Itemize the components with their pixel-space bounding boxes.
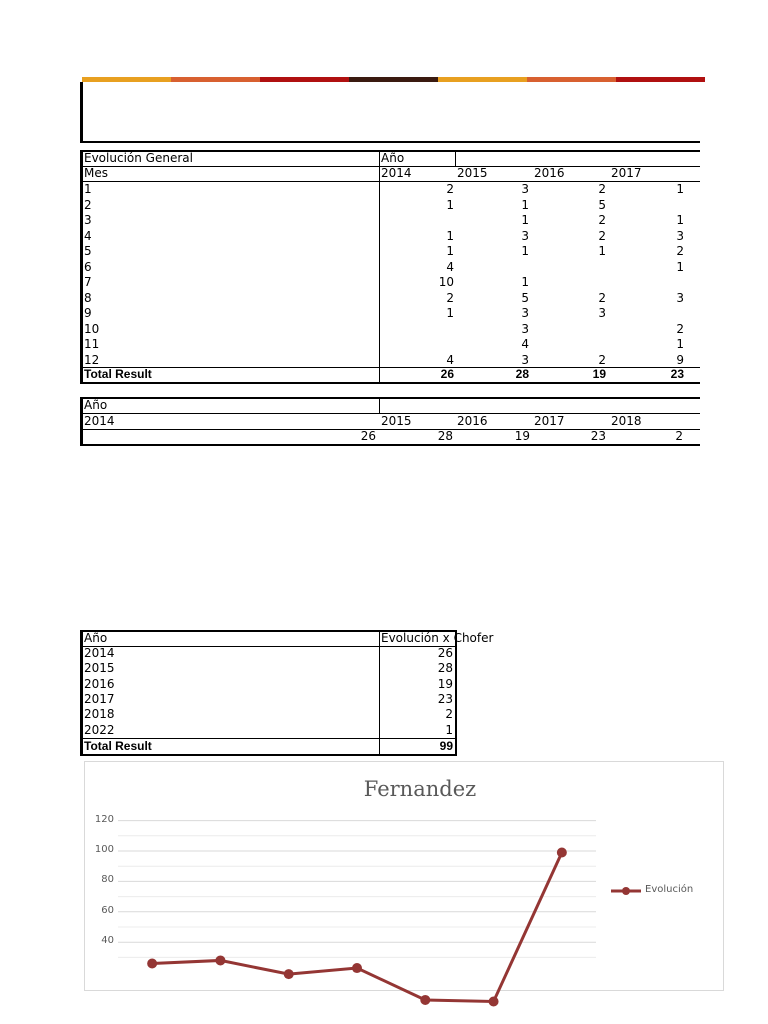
year-header: 2015 bbox=[457, 166, 488, 180]
data-point bbox=[215, 955, 225, 965]
data-point bbox=[489, 996, 499, 1006]
data-point bbox=[420, 995, 430, 1005]
month-value: 4 bbox=[446, 352, 454, 367]
month-label: 3 bbox=[84, 213, 92, 227]
col-header-ano: Año bbox=[84, 398, 108, 412]
year-header: 2016 bbox=[534, 166, 565, 180]
month-label: 5 bbox=[84, 244, 92, 258]
year-value: 1 bbox=[445, 722, 453, 737]
total-value: 26 bbox=[440, 367, 454, 381]
y-tick-label: 100 bbox=[94, 844, 114, 855]
year-total: 23 bbox=[590, 429, 606, 443]
total-value: 19 bbox=[592, 367, 606, 381]
year-label: 2017 bbox=[84, 691, 115, 706]
chart-title: Fernandez bbox=[363, 777, 477, 801]
month-value: 10 bbox=[438, 275, 454, 289]
month-value: 1 bbox=[676, 259, 684, 274]
total-value: 23 bbox=[670, 367, 684, 381]
year-total: 26 bbox=[360, 429, 376, 443]
month-value: 2 bbox=[598, 228, 606, 243]
year-header: 2016 bbox=[457, 414, 488, 428]
year-total: 28 bbox=[437, 429, 453, 443]
y-tick-label: 120 bbox=[94, 813, 114, 825]
month-value: 3 bbox=[521, 352, 529, 367]
month-label: 10 bbox=[84, 321, 100, 336]
year-value: 2 bbox=[445, 707, 453, 722]
month-value: 1 bbox=[676, 213, 684, 227]
year-header: 2014 bbox=[381, 166, 412, 180]
month-label: 2 bbox=[84, 197, 92, 212]
month-value: 1 bbox=[446, 306, 454, 320]
month-value: 1 bbox=[521, 244, 529, 258]
month-label: 6 bbox=[84, 259, 92, 274]
month-value: 2 bbox=[446, 182, 454, 196]
month-value: 1 bbox=[446, 197, 454, 212]
month-value: 4 bbox=[446, 259, 454, 274]
month-value: 2 bbox=[598, 352, 606, 367]
month-label: 9 bbox=[84, 306, 92, 320]
y-tick-label: 60 bbox=[101, 904, 114, 916]
row-header-mes: Mes bbox=[84, 166, 108, 180]
month-value: 1 bbox=[521, 213, 529, 227]
year-value: 19 bbox=[437, 676, 453, 691]
total-result-label: Total Result bbox=[84, 367, 152, 381]
data-point bbox=[147, 958, 157, 968]
month-value: 2 bbox=[676, 244, 684, 258]
data-point bbox=[352, 963, 362, 973]
year-header: 2017 bbox=[611, 166, 642, 180]
month-label: 8 bbox=[84, 290, 92, 305]
month-value: 2 bbox=[598, 182, 606, 196]
year-total: 19 bbox=[514, 429, 530, 443]
month-value: 3 bbox=[598, 306, 606, 320]
month-value: 3 bbox=[521, 321, 529, 336]
data-point bbox=[557, 848, 567, 858]
year-value: 23 bbox=[437, 691, 453, 706]
year-value: 28 bbox=[437, 661, 453, 676]
month-label: 1 bbox=[84, 182, 92, 196]
month-value: 3 bbox=[676, 228, 684, 243]
month-value: 3 bbox=[521, 228, 529, 243]
y-tick-label: 40 bbox=[101, 935, 114, 947]
year-header: 2015 bbox=[381, 414, 412, 428]
month-value: 3 bbox=[521, 182, 529, 196]
pivot-title: Evolución General bbox=[84, 151, 193, 165]
month-value: 3 bbox=[521, 306, 529, 320]
year-label: 2018 bbox=[84, 707, 115, 722]
month-value: 5 bbox=[598, 197, 606, 212]
col-header-ano: Año bbox=[84, 631, 108, 645]
month-label: 11 bbox=[84, 337, 100, 351]
month-value: 1 bbox=[446, 244, 454, 258]
month-value: 4 bbox=[521, 337, 529, 351]
month-value: 2 bbox=[676, 321, 684, 336]
y-tick-label: 80 bbox=[101, 874, 114, 886]
total-result-value: 99 bbox=[439, 739, 453, 753]
month-label: 7 bbox=[84, 275, 92, 289]
year-header: 2018 bbox=[611, 414, 642, 428]
month-value: 1 bbox=[676, 182, 684, 196]
year-header: 2017 bbox=[534, 414, 565, 428]
legend-label: Evolución bbox=[645, 884, 694, 895]
col-header-evolucion: Evolución x Chofer bbox=[381, 631, 494, 645]
month-value: 5 bbox=[521, 290, 529, 305]
legend-marker bbox=[622, 887, 630, 895]
month-label: 4 bbox=[84, 228, 92, 243]
col-header-ano: Año bbox=[381, 151, 405, 165]
month-value: 1 bbox=[446, 228, 454, 243]
month-value: 2 bbox=[598, 213, 606, 227]
data-point bbox=[284, 969, 294, 979]
total-value: 28 bbox=[515, 367, 529, 381]
month-value: 3 bbox=[676, 290, 684, 305]
month-value: 1 bbox=[676, 337, 684, 351]
month-label: 12 bbox=[84, 352, 100, 367]
year-label: 2016 bbox=[84, 676, 115, 691]
month-value: 2 bbox=[446, 290, 454, 305]
year-label: 2015 bbox=[84, 661, 115, 676]
year-label: 2022 bbox=[84, 722, 115, 737]
month-value: 1 bbox=[521, 275, 529, 289]
month-value: 1 bbox=[598, 244, 606, 258]
month-value: 9 bbox=[676, 352, 684, 367]
total-result-label: Total Result bbox=[84, 739, 152, 753]
month-value: 2 bbox=[598, 290, 606, 305]
month-value: 1 bbox=[521, 197, 529, 212]
year-label: 2014 bbox=[84, 646, 115, 660]
year-header: 2014 bbox=[84, 414, 115, 428]
year-total: 2 bbox=[675, 429, 683, 443]
year-value: 26 bbox=[437, 646, 453, 660]
